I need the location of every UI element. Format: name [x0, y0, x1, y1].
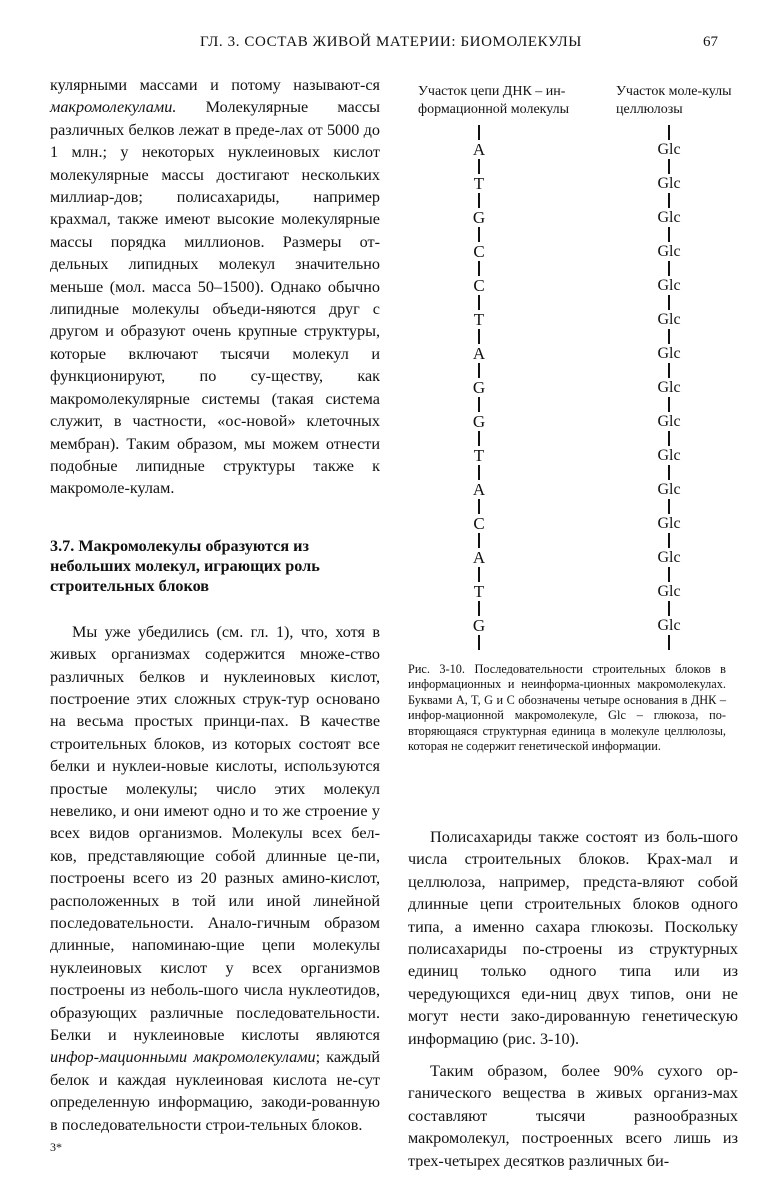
- dna-base-label: G: [472, 412, 486, 431]
- cellulose-chain: [639, 125, 699, 737]
- paragraph-macromolecules: [50, 74, 380, 500]
- bond-line: [478, 363, 480, 378]
- glucose-unit: [639, 397, 699, 431]
- glucose-label: Glc: [657, 311, 681, 328]
- dna-base-label: T: [473, 310, 485, 329]
- bond-line: [668, 295, 670, 310]
- glucose-label: Glc: [657, 141, 681, 158]
- bond-line: [478, 159, 480, 174]
- bond-line: [668, 601, 670, 616]
- dna-base-unit: [449, 227, 509, 261]
- glucose-unit: [639, 193, 699, 227]
- glucose-label: Glc: [657, 175, 681, 192]
- dna-base-unit: [449, 363, 509, 397]
- bond-line: [478, 635, 480, 650]
- bond-line: [478, 227, 480, 242]
- dna-base-unit: [449, 261, 509, 295]
- dna-base-label: T: [473, 582, 485, 601]
- glucose-label: Glc: [657, 515, 681, 532]
- bond-line: [668, 397, 670, 412]
- dna-base-unit: [449, 193, 509, 227]
- bond-line: [668, 363, 670, 378]
- italic-term: макромолекулами.: [50, 98, 177, 117]
- bond-line: [478, 261, 480, 276]
- dna-base-label: C: [473, 276, 485, 295]
- paragraph-conclusion: Таким образом, более 90% сухого ор-ганического вещества в живых организ-мах составляют тысячи разнообразных макромолекул, построенных всего лишь из трех-четырех десятков различных би-: [408, 1062, 738, 1170]
- bond-line: [478, 295, 480, 310]
- dna-base-unit: [449, 159, 509, 193]
- bond-line: [478, 601, 480, 616]
- bond-line: [668, 227, 670, 242]
- bond-line: [668, 533, 670, 548]
- glucose-unit: [639, 465, 699, 499]
- bond-line: [478, 499, 480, 514]
- glucose-unit: [639, 431, 699, 465]
- dna-base-label: G: [472, 208, 486, 227]
- glucose-label: Glc: [657, 413, 681, 430]
- bond-line: [668, 567, 670, 582]
- dna-base-unit: [449, 499, 509, 533]
- dna-base-label: A: [472, 344, 486, 363]
- paragraph-polysaccharides: Полисахариды также состоят из боль-шого числа строительных блоков. Крах-мал и целлюлоза, например, предста-вляют собой длинные цепи строительных блоков одного типа, а именно сахара глюкозы. Поскольку полисахариды по-строены из структурных единиц только одного типа или из чередующихся еди-ниц двух типов, они не могут нести зако-дированную генетическую информацию (рис. 3-10).: [408, 828, 738, 1048]
- dna-base-label: T: [473, 174, 485, 193]
- bond-line: [478, 329, 480, 344]
- paragraph-body: ; каждый белок и каждая нуклеиновая кислота не-сут определенную информацию, закоди-рованную в последовательности строи-тельных блоков.: [50, 1048, 381, 1134]
- bond-line: [668, 635, 670, 650]
- dna-base-label: A: [472, 480, 486, 499]
- bond-line: [668, 465, 670, 480]
- bond-line: [478, 533, 480, 548]
- dna-base-label: T: [473, 446, 485, 465]
- bond-line: [668, 329, 670, 344]
- bond-line: [668, 261, 670, 276]
- glucose-unit: [639, 601, 699, 635]
- glucose-label: Glc: [657, 549, 681, 566]
- dna-base-unit: [449, 397, 509, 431]
- glucose-unit: [639, 363, 699, 397]
- right-column: [408, 826, 738, 1172]
- glucose-unit: [639, 567, 699, 601]
- paragraph-body: Молекулярные массы различных белков лежат в преде-лах от 5000 до 1 млн.; у некоторых нуклеиновых кислот молекулярные массы достигают нескольких миллиар-дов; полисахариды, например крахмал, также имеют высокие молекулярные массы порядка миллионов. Размеры от-дельных липидных молекул значительно меньше (мол. масса 50–1500). Однако обычно липидные молекулы объеди-няются друг с другом и образуют очень крупные структуры, которые включают тысячи молекул и функционируют, по су-ществу, как макромолекулярные системы (такая система служит, в частности, «ос-новой» клеточных мембран). Таким образом, мы можем отнести подобные липидные структуры также к макромоле-кулам.: [50, 98, 380, 498]
- bond-line: [478, 397, 480, 412]
- glucose-label: Glc: [657, 379, 681, 396]
- page-number: 67: [703, 34, 718, 50]
- bond-line: [478, 193, 480, 208]
- dna-base-unit: [449, 295, 509, 329]
- dna-base-label: C: [473, 242, 485, 261]
- glucose-unit: [639, 533, 699, 567]
- glucose-unit: [639, 125, 699, 159]
- dna-base-unit: [449, 431, 509, 465]
- dna-base-label: G: [472, 378, 486, 397]
- glucose-label: Glc: [657, 345, 681, 362]
- dna-base-unit: [449, 329, 509, 363]
- page-header: [0, 34, 772, 58]
- glucose-unit: [639, 295, 699, 329]
- glucose-unit: [639, 499, 699, 533]
- figure-caption: Рис. 3-10. Последовательности строительных блоков в информационных и неинформа-ционных макромолекулах. Буквами A, T, G и C обозначены четыре основания в ДНК – инфор-мационной макромолекуле, Glc – глюкоза, по-вторяющаяся структурная единица в молекуле целлюлозы, которая не содержит генетической информации.: [408, 662, 726, 754]
- bond-line: [668, 125, 670, 140]
- cellulose-chain-header: Участок моле-кулы целлюлозы: [616, 84, 732, 117]
- dna-chain: [449, 125, 509, 737]
- paragraph-lead: Мы уже убедились (см. гл. 1), что, хотя в живых организмах содержится множе-ство различных белков и нуклеиновых кислот, построение этих сложных струк-тур основано на весьма простых принци-пах. В качестве строительных блоков, из которых состоят все белки и нуклеи-новые кислоты, используются простые молекулы; число этих молекул невелико, и они имеют одно и то же строение у всех видов организмов. Молекулы всех бел-ков, представляющие собой длинные це-пи, построены всего из 20 разных амино-кислот, расположенных в той или иной линейной последовательности. Анало-гичным образом длинные, напоминаю-щие цепи молекулы нуклеиновых кислот у всех организмов построены из неболь-шого числа нуклеотидов, образующих различные последовательности. Белки и нуклеиновые кислоты являются: [50, 622, 380, 1045]
- figure-3-10: [418, 83, 738, 658]
- glucose-label: Glc: [657, 481, 681, 498]
- dna-base-label: G: [472, 616, 486, 635]
- glucose-unit: [639, 159, 699, 193]
- glucose-label: Glc: [657, 583, 681, 600]
- bond-line: [478, 125, 480, 140]
- dna-base-unit: [449, 465, 509, 499]
- glucose-unit: [639, 227, 699, 261]
- glucose-unit: [639, 329, 699, 363]
- signature-mark: 3*: [50, 1140, 62, 1154]
- bond-line: [668, 431, 670, 446]
- dna-base-unit: [449, 601, 509, 635]
- running-title: ГЛ. 3. СОСТАВ ЖИВОЙ МАТЕРИИ: БИОМОЛЕКУЛЫ: [200, 34, 582, 50]
- paragraph-lead: кулярными массами и потому называют-ся: [50, 76, 380, 94]
- bond-line: [668, 499, 670, 514]
- dna-base-unit: [449, 533, 509, 567]
- dna-base-label: A: [472, 548, 486, 567]
- italic-term: инфор-мационными макромолекулами: [50, 1048, 316, 1067]
- dna-base-label: C: [473, 514, 485, 533]
- glucose-label: Glc: [657, 447, 681, 464]
- dna-chain-header: Участок цепи ДНК – ин-формационной молекулы: [418, 84, 570, 117]
- dna-base-unit: [449, 125, 509, 159]
- dna-base-label: A: [472, 140, 486, 159]
- glucose-label: Glc: [657, 617, 681, 634]
- bond-line: [478, 567, 480, 582]
- bond-line: [478, 465, 480, 480]
- bond-line: [478, 431, 480, 446]
- glucose-label: Glc: [657, 277, 681, 294]
- bond-line: [668, 159, 670, 174]
- glucose-unit: [639, 261, 699, 295]
- section-heading: 3.7. Макромолекулы образуются из небольших молекул, играющих роль строительных блоков: [50, 536, 320, 595]
- left-column: [50, 74, 380, 1136]
- glucose-label: Glc: [657, 209, 681, 226]
- dna-base-unit: [449, 567, 509, 601]
- glucose-label: Glc: [657, 243, 681, 260]
- paragraph-building-blocks: [50, 621, 380, 1136]
- bond-line: [668, 193, 670, 208]
